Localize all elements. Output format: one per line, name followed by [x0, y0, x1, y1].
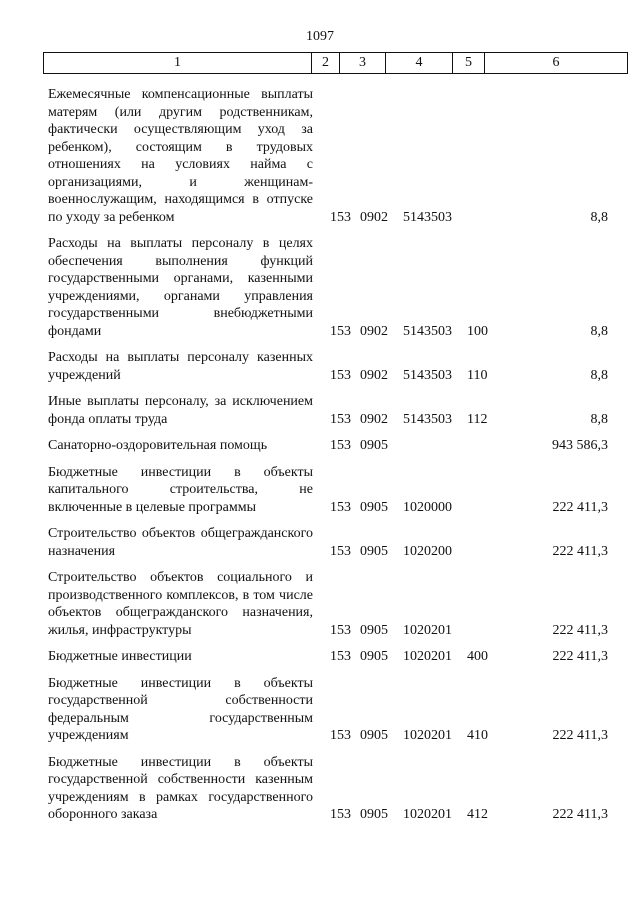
row-target-code: 5143503 — [403, 411, 452, 427]
column-header-row — [44, 53, 628, 74]
table-row — [48, 235, 608, 340]
row-ministry-code: 153 — [330, 499, 351, 515]
page-number: 1097 — [306, 29, 334, 44]
row-description: Бюджетные инвестиции — [48, 649, 192, 664]
table-row — [48, 569, 608, 639]
column-header-1: 1 — [44, 53, 312, 74]
column-header-5: 5 — [453, 53, 485, 74]
row-ministry-code: 153 — [330, 209, 351, 225]
row-amount: 222 411,3 — [552, 543, 608, 559]
row-target-code: 1020201 — [403, 728, 452, 743]
row-ministry-code: 153 — [330, 543, 351, 559]
row-description: Расходы на выплаты персоналу казенных учреждений — [48, 350, 313, 383]
row-description: Санаторно-оздоровительная помощь — [48, 438, 268, 453]
row-amount: 222 411,3 — [552, 807, 608, 822]
row-target-code: 5143503 — [403, 323, 452, 339]
row-amount: 222 411,3 — [552, 649, 608, 664]
row-amount: 8,8 — [590, 209, 608, 225]
column-header-6: 6 — [485, 53, 628, 74]
row-amount: 222 411,3 — [552, 728, 608, 743]
row-ministry-code: 153 — [330, 323, 351, 339]
row-amount: 8,8 — [590, 411, 608, 427]
row-description: Расходы на выплаты персоналу в целях обеспечения выполнения функций государственными органами, казенными учреждениями, органами управления государственными внебюджетными фондами — [48, 236, 313, 339]
row-section-code: 0905 — [360, 807, 388, 822]
row-expense-type: 410 — [467, 728, 488, 743]
row-description: Строительство объектов социального и производственного комплексов, в том числе объектов общегражданского назначения, жилья, инфраструктуры — [48, 570, 313, 638]
table-row — [48, 648, 608, 666]
row-section-code: 0905 — [360, 543, 388, 559]
column-header-3: 3 — [340, 53, 386, 74]
row-ministry-code: 153 — [330, 807, 351, 822]
table-row — [48, 675, 608, 745]
table-row — [48, 393, 608, 428]
column-header-4: 4 — [386, 53, 453, 74]
row-section-code: 0902 — [360, 323, 388, 339]
row-amount: 8,8 — [590, 323, 608, 339]
row-target-code: 5143503 — [403, 367, 452, 383]
row-description: Бюджетные инвестиции в объекты капитального строительства, не включенные в целевые программы — [48, 464, 313, 515]
row-section-code: 0902 — [360, 367, 388, 383]
row-expense-type: 112 — [467, 411, 488, 427]
table-row — [48, 437, 608, 455]
table-row — [48, 525, 608, 560]
row-description: Бюджетные инвестиции в объекты государственной собственности федеральным государственным учреждениям — [48, 675, 313, 743]
column-header-2: 2 — [312, 53, 340, 74]
budget-rows — [48, 86, 608, 833]
row-expense-type: 110 — [467, 367, 488, 383]
row-ministry-code: 153 — [330, 622, 351, 638]
row-section-code: 0902 — [360, 411, 388, 427]
row-section-code: 0902 — [360, 209, 388, 225]
row-section-code: 0905 — [360, 622, 388, 638]
row-ministry-code: 153 — [330, 728, 351, 743]
row-target-code: 1020201 — [403, 807, 452, 822]
row-section-code: 0905 — [360, 499, 388, 515]
row-description: Иные выплаты персоналу, за исключением фонда оплаты труда — [48, 394, 313, 427]
table-row — [48, 464, 608, 517]
row-amount: 8,8 — [590, 367, 608, 383]
row-ministry-code: 153 — [330, 411, 351, 427]
table-row — [48, 86, 608, 226]
row-description: Бюджетные инвестиции в объекты государственной собственности казенным учреждениям в рамках государственного оборонного заказа — [48, 754, 313, 822]
row-ministry-code: 153 — [330, 438, 351, 453]
row-amount: 222 411,3 — [552, 622, 608, 638]
row-target-code: 1020000 — [403, 499, 452, 515]
row-expense-type: 400 — [467, 649, 488, 664]
table-row — [48, 754, 608, 824]
row-amount: 222 411,3 — [552, 499, 608, 515]
row-target-code: 5143503 — [403, 209, 452, 225]
row-section-code: 0905 — [360, 649, 388, 664]
row-section-code: 0905 — [360, 438, 388, 453]
row-expense-type: 100 — [467, 323, 488, 339]
row-ministry-code: 153 — [330, 367, 351, 383]
row-ministry-code: 153 — [330, 649, 351, 664]
row-target-code: 1020201 — [403, 622, 452, 638]
row-section-code: 0905 — [360, 728, 388, 743]
row-target-code: 1020200 — [403, 543, 452, 559]
row-description: Ежемесячные компенсационные выплаты матерям (или другим родственникам, фактически осуществляющим уход за ребенком), состоящим в трудовых отношениях на условиях найма с организациями, и женщинам-военнослужащим, находящимся в отпуске по уходу за ребенком — [48, 87, 313, 225]
column-header-table — [43, 52, 628, 74]
table-row — [48, 349, 608, 384]
row-expense-type: 412 — [467, 807, 488, 822]
row-target-code: 1020201 — [403, 649, 452, 664]
row-description: Строительство объектов общегражданского назначения — [48, 526, 313, 559]
row-amount: 943 586,3 — [552, 438, 608, 453]
